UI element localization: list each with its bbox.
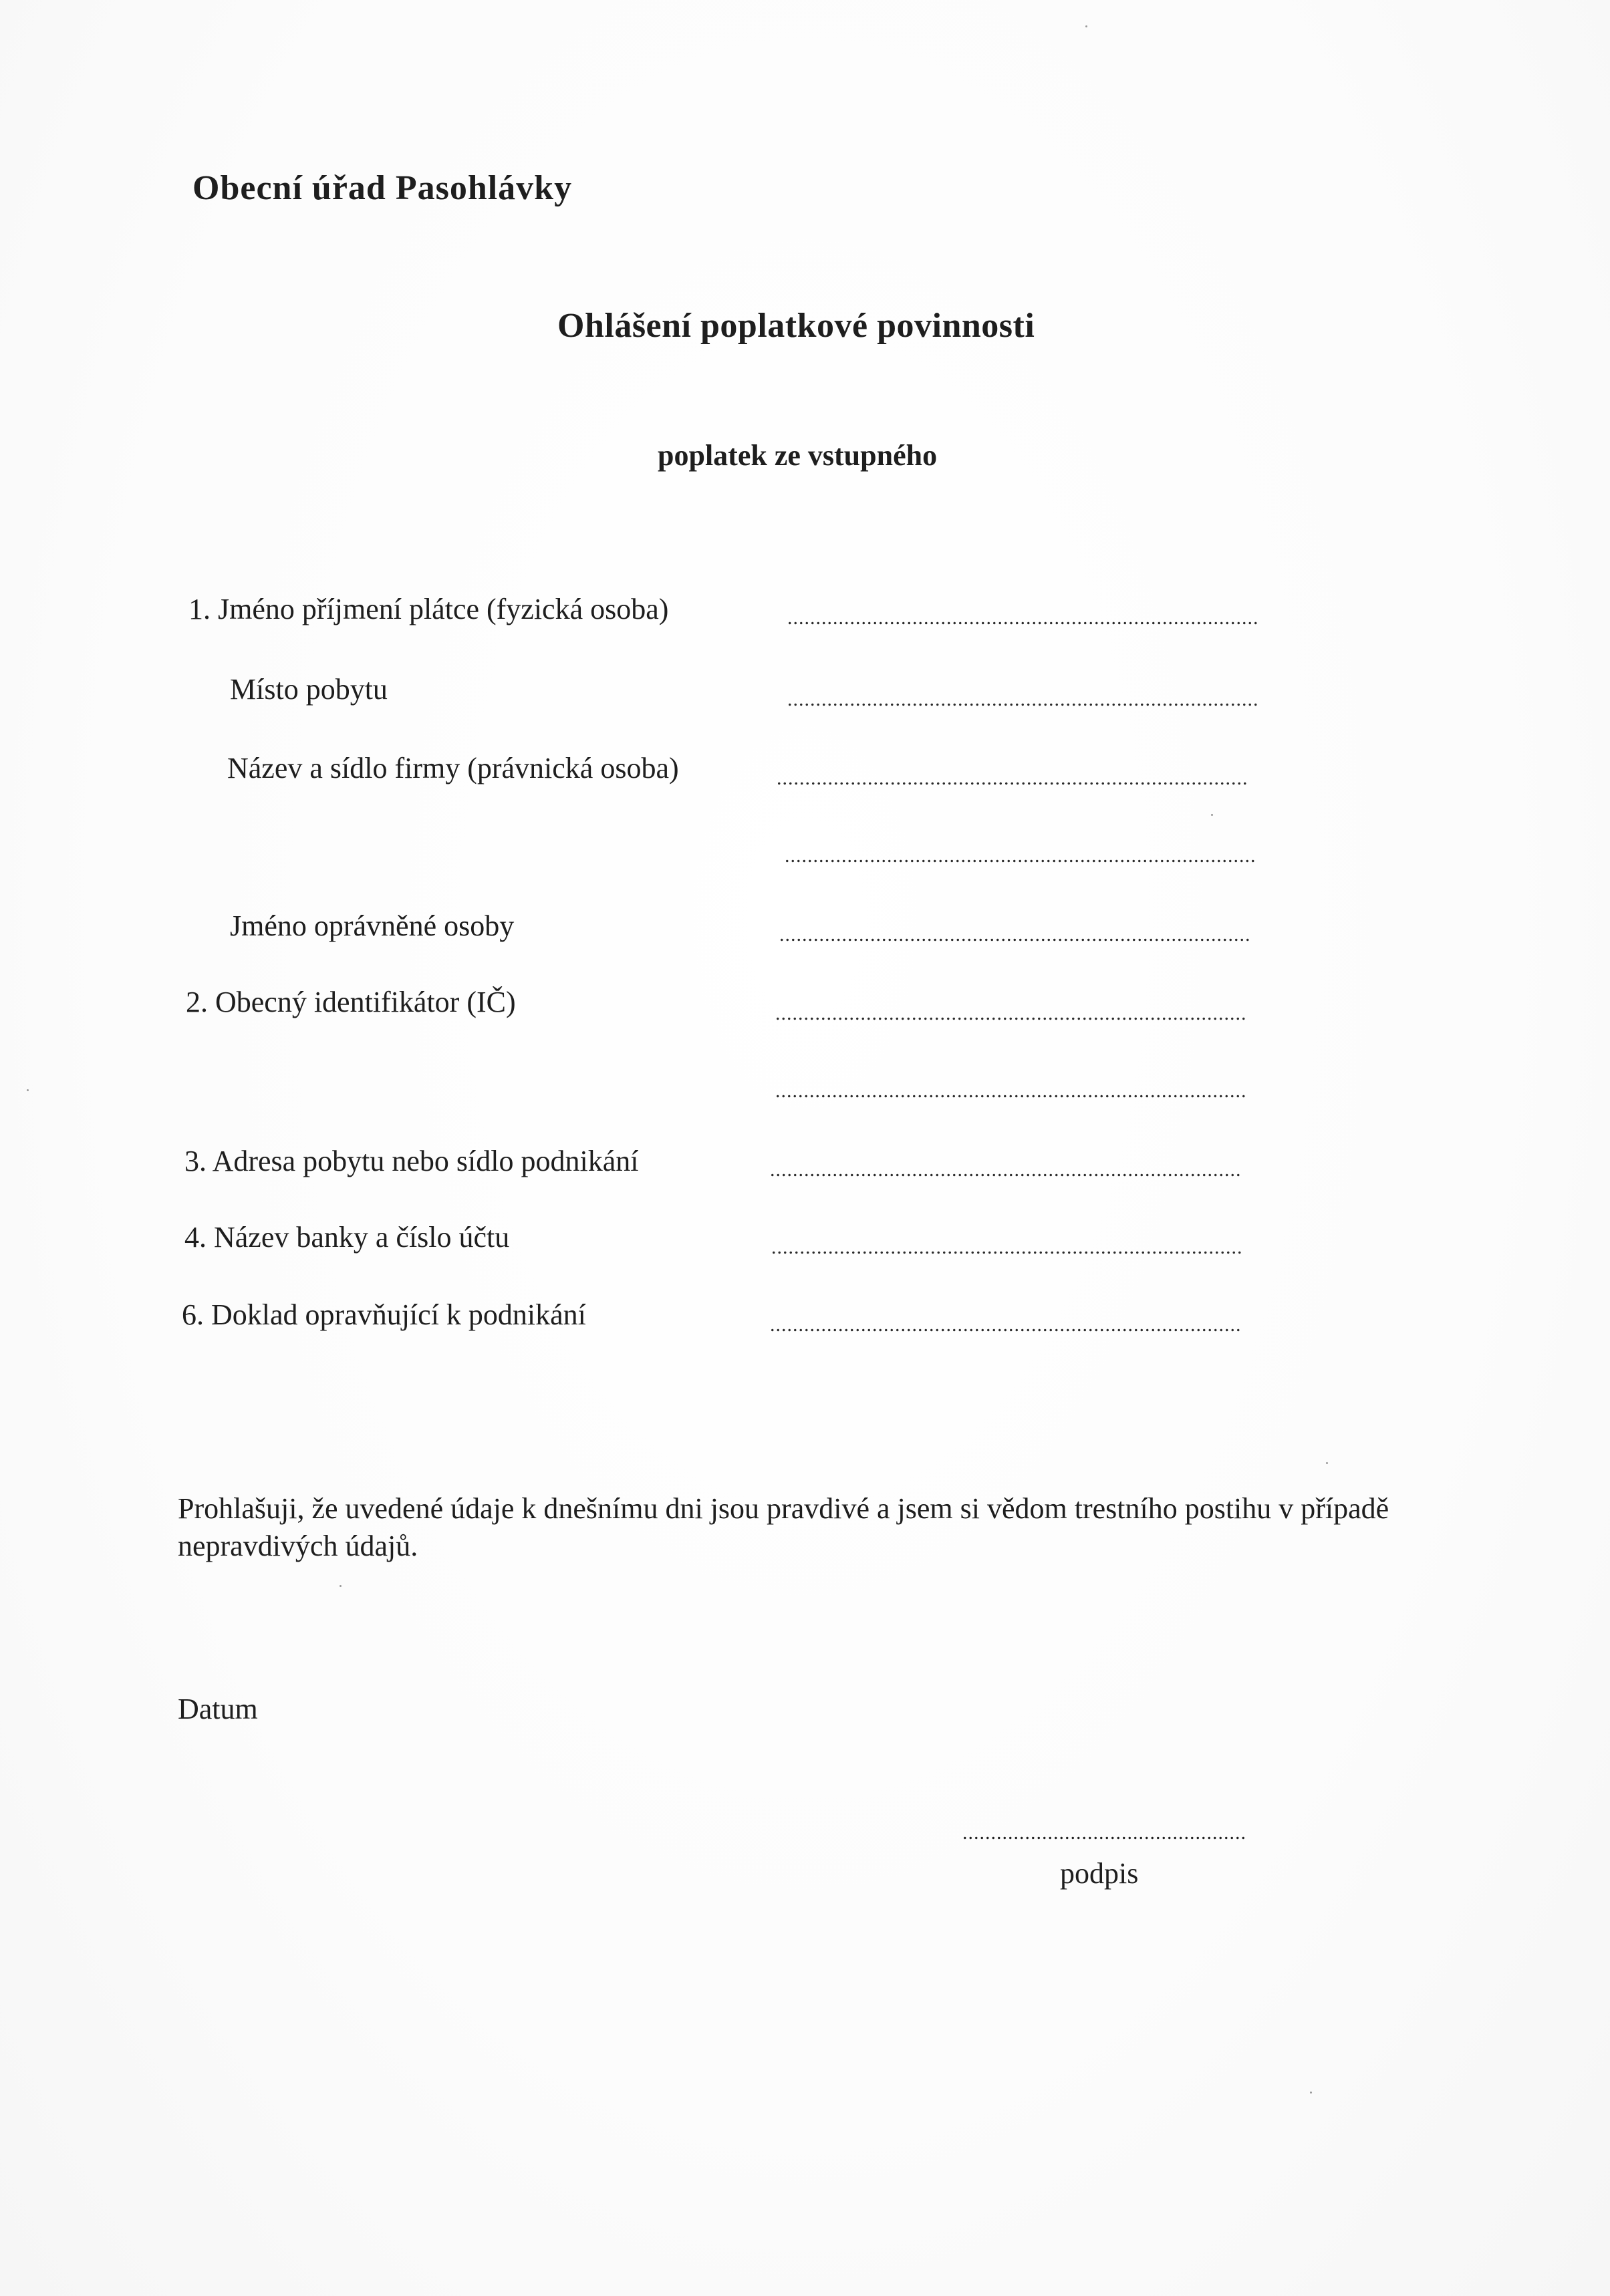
field-line-bank[interactable]: ................................................................................... [771,1236,1243,1258]
scan-speck [340,1585,342,1587]
field-label-payer-name: 1. Jméno příjmení plátce (fyzická osoba) [188,593,669,625]
field-line-residence[interactable]: ................................................................................... [787,688,1259,710]
field-label-address: 3. Adresa pobytu nebo sídlo podnikání [184,1145,639,1177]
field-line-authorized-person[interactable]: ................................................................................... [779,923,1251,946]
field-label-identifier: 2. Obecný identifikátor (IČ) [186,986,516,1018]
document-subtitle: poplatek ze vstupného [658,439,938,472]
field-line-company-cont[interactable]: ................................................................................... [785,845,1256,867]
field-label-business-permit: 6. Doklad opravňující k podnikání [182,1298,586,1331]
field-label-company: Název a sídlo firmy (právnická osoba) [227,752,679,784]
document-title: Ohlášení poplatkové povinnosti [557,307,1035,345]
field-label-residence: Místo pobytu [230,673,388,706]
field-line-address[interactable]: ................................................................................... [770,1159,1242,1181]
scan-speck [1310,2092,1312,2094]
field-line-payer-name[interactable]: ................................................................................... [787,607,1259,629]
scan-speck [1211,814,1213,816]
field-line-identifier-cont[interactable]: ................................................................................... [775,1080,1247,1102]
signature-label: podpis [1060,1857,1139,1890]
scan-speck [1326,1462,1328,1464]
scan-speck [1085,25,1087,27]
date-label: Datum [178,1693,258,1725]
declaration-text: Prohlašuji, že uvedené údaje k dnešnímu dni jsou pravdivé a jsem si vědom trestního postihu v případě nepravdivých údajů. [178,1492,1389,1562]
field-label-bank: 4. Název banky a číslo účtu [184,1221,510,1254]
field-line-company[interactable]: ................................................................................... [777,767,1248,789]
scan-speck [27,1089,29,1091]
field-line-business-permit[interactable]: ................................................................................... [770,1314,1242,1336]
field-label-authorized-person: Jméno oprávněné osoby [230,909,515,942]
signature-line[interactable]: .................................................. [962,1822,1246,1844]
field-line-identifier[interactable]: ................................................................................... [775,1002,1247,1024]
office-name: Obecní úřad Pasohlávky [192,169,573,207]
